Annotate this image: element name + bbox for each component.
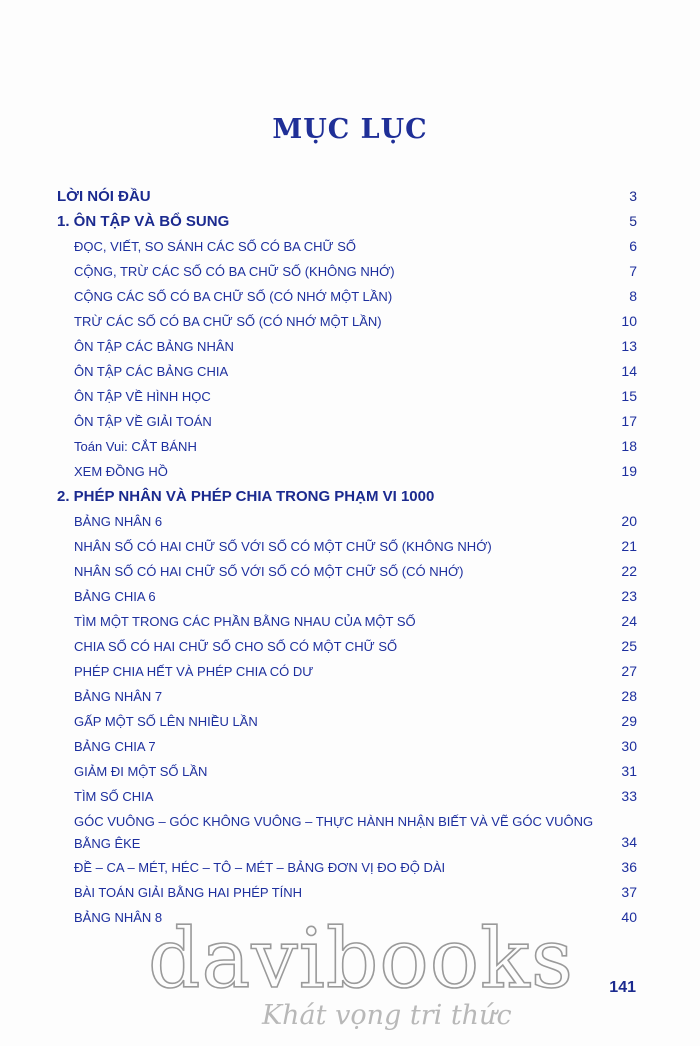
table-of-contents: [57, 184, 637, 930]
toc-entry-page: 7: [629, 263, 637, 279]
toc-entry-page: 20: [621, 513, 637, 529]
watermark-tagline: Khát vọng tri thức: [262, 1000, 512, 1031]
toc-entry: [57, 459, 637, 484]
page-number: 141: [609, 979, 636, 996]
toc-entry-title: GÓC VUÔNG – GÓC KHÔNG VUÔNG – THỰC HÀNH NHẬN BIẾT VÀ VẼ GÓC VUÔNG BẰNG ÊKE: [74, 814, 594, 851]
toc-entry-title: 1. ÔN TẬP VÀ BỔ SUNG: [57, 213, 230, 230]
toc-entry-title: ÔN TẬP CÁC BẢNG NHÂN: [74, 339, 234, 354]
page-title: MỤC LỤC: [272, 114, 428, 145]
toc-entry: [57, 509, 637, 534]
toc-entry-title: BẢNG CHIA 6: [74, 589, 156, 604]
toc-entry-page: 28: [621, 688, 637, 704]
toc-entry-title: ÔN TẬP CÁC BẢNG CHIA: [74, 364, 229, 379]
toc-section-entry: [57, 484, 637, 509]
toc-entry-title: CHIA SỐ CÓ HAI CHỮ SỐ CHO SỐ CÓ MỘT CHỮ SỐ: [74, 639, 398, 654]
toc-entry-title: BẢNG NHÂN 8: [74, 910, 163, 925]
toc-entry-page: 34: [621, 834, 637, 850]
toc-entry: [57, 234, 637, 259]
toc-entry-page: 14: [621, 363, 637, 379]
toc-entry-title: BẢNG CHIA 7: [74, 739, 156, 754]
toc-entry-page: 18: [621, 438, 637, 454]
toc-entry-page: 31: [621, 763, 637, 779]
toc-entry: [57, 855, 637, 880]
toc-entry-title: ÔN TẬP VỀ HÌNH HỌC: [74, 389, 211, 404]
toc-entry-title: GIẢM ĐI MỘT SỐ LẦN: [74, 764, 208, 779]
toc-entry-page: 19: [621, 463, 637, 479]
toc-entry: [57, 384, 637, 409]
toc-entry-title: CỘNG CÁC SỐ CÓ BA CHỮ SỐ (CÓ NHỚ MỘT LẦN): [74, 289, 393, 304]
toc-entry: [57, 609, 637, 634]
toc-entry-page: 37: [621, 884, 637, 900]
toc-entry-page: 10: [621, 313, 637, 329]
toc-entry-page: 30: [621, 738, 637, 754]
toc-entry-title: CỘNG, TRỪ CÁC SỐ CÓ BA CHỮ SỐ (KHÔNG NHỚ): [74, 264, 395, 279]
toc-entry-page: 8: [629, 288, 637, 304]
toc-entry: [57, 409, 637, 434]
toc-entry: [57, 684, 637, 709]
toc-entry-title: GẤP MỘT SỐ LÊN NHIỀU LẦN: [74, 714, 258, 729]
toc-entry-page: 6: [629, 238, 637, 254]
toc-entry-page: 33: [621, 788, 637, 804]
toc-entry: [57, 759, 637, 784]
watermark-logo: davibooks: [148, 912, 574, 1007]
toc-entry-title: NHÂN SỐ CÓ HAI CHỮ SỐ VỚI SỐ CÓ MỘT CHỮ SỐ (KHÔNG NHỚ): [74, 539, 492, 554]
toc-entry-title: BÀI TOÁN GIẢI BẰNG HAI PHÉP TÍNH: [74, 885, 303, 900]
toc-entry-title: TRỪ CÁC SỐ CÓ BA CHỮ SỐ (CÓ NHỚ MỘT LẦN): [74, 314, 382, 329]
toc-entry: [57, 259, 637, 284]
toc-entry: [57, 880, 637, 905]
toc-entry-title: 2. PHÉP NHÂN VÀ PHÉP CHIA TRONG PHẠM VI 1000: [57, 488, 435, 505]
toc-section-entry: [57, 209, 637, 234]
toc-entry-page: 23: [621, 588, 637, 604]
toc-entry-title: TÌM MỘT TRONG CÁC PHẦN BẰNG NHAU CỦA MỘT SỐ: [74, 614, 416, 629]
toc-entry-page: 25: [621, 638, 637, 654]
toc-entry-title: Toán Vui: CẮT BÁNH: [74, 439, 197, 454]
toc-entry-title: XEM ĐỒNG HỒ: [74, 464, 168, 479]
toc-entry-page: 36: [621, 859, 637, 875]
toc-entry-page: 5: [629, 213, 637, 229]
toc-entry-page: 24: [621, 613, 637, 629]
toc-entry-page: 21: [621, 538, 637, 554]
toc-entry-title: ĐỌC, VIẾT, SO SÁNH CÁC SỐ CÓ BA CHỮ SỐ: [74, 239, 356, 254]
toc-entry-page: 3: [629, 188, 637, 204]
toc-entry: [57, 709, 637, 734]
toc-entry-page: 13: [621, 338, 637, 354]
toc-entry: [57, 559, 637, 584]
toc-entry-title: NHÂN SỐ CÓ HAI CHỮ SỐ VỚI SỐ CÓ MỘT CHỮ SỐ (CÓ NHỚ): [74, 564, 464, 579]
toc-entry: [57, 784, 637, 809]
toc-entry-page: 29: [621, 713, 637, 729]
toc-entry-title: TÌM SỐ CHIA: [74, 789, 154, 804]
toc-entry: [57, 434, 637, 459]
toc-entry-page: 15: [621, 388, 637, 404]
toc-section-entry: [57, 184, 637, 209]
toc-entry-title: BẢNG NHÂN 7: [74, 689, 163, 704]
toc-entry: [57, 534, 637, 559]
toc-entry-title: BẢNG NHÂN 6: [74, 514, 163, 529]
toc-entry: [57, 809, 637, 855]
toc-entry-title: LỜI NÓI ĐẦU: [57, 188, 151, 205]
toc-entry: [57, 659, 637, 684]
toc-entry-page: 27: [621, 663, 637, 679]
toc-entry-page: 22: [621, 563, 637, 579]
toc-entry: [57, 334, 637, 359]
toc-entry: [57, 734, 637, 759]
toc-entry-page: 40: [621, 909, 637, 925]
toc-entry-title: ÔN TẬP VỀ GIẢI TOÁN: [74, 414, 212, 429]
toc-entry: [57, 284, 637, 309]
toc-entry-title: PHÉP CHIA HẾT VÀ PHÉP CHIA CÓ DƯ: [74, 664, 314, 679]
toc-entry: [57, 634, 637, 659]
toc-entry: [57, 359, 637, 384]
toc-entry-page: 17: [621, 413, 637, 429]
toc-entry: [57, 584, 637, 609]
toc-entry: [57, 309, 637, 334]
toc-entry-title: ĐỀ – CA – MÉT, HÉC – TÔ – MÉT – BẢNG ĐƠN VỊ ĐO ĐỘ DÀI: [74, 860, 446, 875]
